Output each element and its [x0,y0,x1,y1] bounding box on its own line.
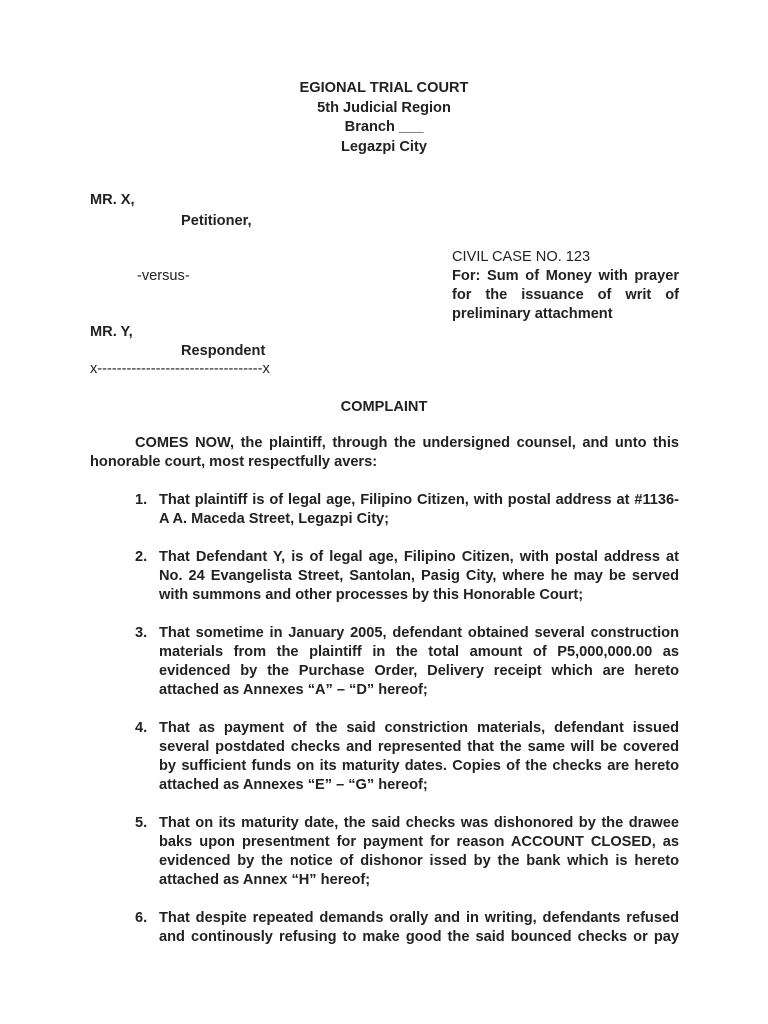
court-region: 5th Judicial Region [317,99,451,116]
case-info [452,248,679,324]
intro-line [90,434,679,453]
allegation-line: That Defendant Y, is of legal age, Filipino Citizen, with postal address at [159,549,679,565]
allegation-line: That sometime in January 2005, defendant obtained several construction [159,625,679,641]
allegation-line: with summons and other processes by this Honorable Court; [159,587,584,603]
allegation-item [90,491,679,529]
allegation-line: and continously refusing to make good the said bounced checks or pay [159,929,679,945]
allegation-number: 2. [135,549,148,565]
allegation-line: attached as Annexes “A” – “D” hereof; [159,682,428,698]
allegation-number: 1. [135,492,148,508]
allegation-line: That despite repeated demands orally and in writing, defendants refused [159,910,679,926]
allegation-line: evidenced by the Purchase Order, Delivery receipt which are hereto [159,663,679,679]
allegation-line: attached as Annexes “E” – “G” hereof; [159,777,428,793]
intro-paragraph [90,434,679,472]
allegation-line: evidenced by the notice of dishonor issed by the bank which is hereto [159,853,679,869]
respondent-role: Respondent [181,343,266,359]
allegation-item [90,719,679,795]
court-header [0,79,768,157]
allegation-line: baks upon presentment for payment for reason ACCOUNT CLOSED, as [159,834,679,850]
allegations-list [90,491,679,966]
caption-separator: x----------------------------------x [90,361,270,377]
document-title: COMPLAINT [340,399,428,415]
case-nature-line: For: Sum of Money with prayer [452,268,679,284]
allegation-number: 6. [135,910,148,926]
allegation-item [90,909,679,947]
petitioner-name: MR. X, [90,192,135,208]
allegation-line: by sufficient funds on its maturity dates. Copies of the checks are hereto [159,758,679,774]
allegation-line: attached as Annex “H” hereof; [159,872,371,888]
allegation-line: several postdated checks and represented that the same will be covered [159,739,679,755]
intro-line: honorable court, most respectfully avers: [90,454,378,470]
intro-lead: COMES NOW [135,435,230,451]
allegation-line: That as payment of the said constriction materials, defendant issued [159,720,679,736]
allegation-number: 3. [135,625,148,641]
allegation-item [90,548,679,605]
allegation-line: A A. Maceda Street, Legazpi City; [159,511,390,527]
allegation-item [90,814,679,890]
allegation-line: That plaintiff is of legal age, Filipino Citizen, with postal address at #1136- [159,492,679,508]
petitioner-role: Petitioner, [181,213,252,229]
allegation-line: That on its maturity date, the said checks was dishonored by the drawee [159,815,679,831]
versus-label: -versus- [137,268,190,284]
court-branch: Branch ___ [344,119,424,135]
case-nature-line: for the issuance of writ of [452,287,679,303]
case-nature-line: preliminary attachment [452,306,613,322]
allegation-line: No. 24 Evangelista Street, Santolan, Pasig City, where he may be served [159,568,679,584]
court-name: EGIONAL TRIAL COURT [299,80,469,96]
court-city: Legazpi City [341,138,427,155]
case-number: CIVIL CASE NO. 123 [452,249,591,265]
intro-text: , the plaintiff, through the undersigned counsel, and unto this [229,435,679,451]
allegation-line: materials from the plaintiff in the total amount of P5,000,000.00 as [159,644,679,660]
allegation-number: 5. [135,815,148,831]
allegation-item [90,624,679,700]
respondent-name: MR. Y, [90,324,133,340]
allegation-number: 4. [135,720,148,736]
